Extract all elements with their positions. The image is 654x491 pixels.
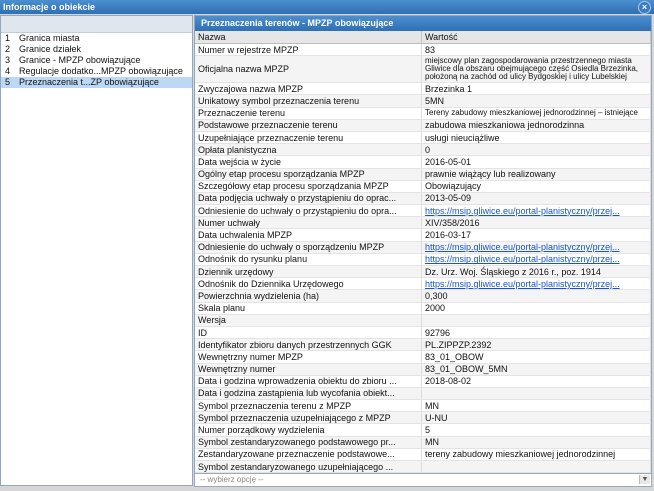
- column-header-value[interactable]: Wartość: [422, 31, 651, 44]
- attribute-name: Identyfikator zbioru danych przestrzennych GGK: [195, 339, 422, 351]
- layer-list-item-number: 3: [5, 55, 11, 65]
- table-row: [195, 351, 651, 363]
- table-row: [195, 326, 651, 338]
- attribute-value: 2018-08-02: [422, 375, 651, 387]
- attribute-name: Numer w rejestrze MPZP: [195, 44, 422, 56]
- attribute-value: 83: [422, 44, 651, 56]
- attribute-value: 2013-05-09: [422, 192, 651, 204]
- layer-list-item[interactable]: [1, 77, 192, 88]
- attribute-name: Symbol zestandaryzowanego podstawowego pr...: [195, 436, 422, 448]
- attribute-name: Podstawowe przeznaczenie terenu: [195, 119, 422, 131]
- attribute-value: Brzezinka 1: [422, 83, 651, 95]
- attribute-value-link[interactable]: https://msip.gliwice.eu/portal-planistyczny/przej...: [422, 205, 651, 217]
- attribute-value: 2000: [422, 302, 651, 314]
- table-row: [195, 314, 651, 326]
- attribute-name: Numer porządkowy wydzielenia: [195, 424, 422, 436]
- attribute-value: XIV/358/2016: [422, 217, 651, 229]
- table-row: [195, 229, 651, 241]
- layer-list-item[interactable]: [1, 55, 192, 66]
- attribute-name: Wersja: [195, 314, 422, 326]
- layer-list-item[interactable]: [1, 44, 192, 55]
- layer-list-item[interactable]: [1, 66, 192, 77]
- layer-list-item-label: Granice działek: [19, 44, 82, 54]
- attribute-name: Odniesienie do uchwały o sporządzeniu MPZP: [195, 241, 422, 253]
- attribute-name: Numer uchwały: [195, 217, 422, 229]
- attribute-value: 2016-05-01: [422, 156, 651, 168]
- attribute-name: Data i godzina wprowadzenia obiektu do zbioru ...: [195, 375, 422, 387]
- attribute-value: 0,300: [422, 290, 651, 302]
- attribute-value-link[interactable]: https://msip.gliwice.eu/portal-planistyczny/przej...: [422, 278, 651, 290]
- attribute-value: 83_01_OBOW: [422, 351, 651, 363]
- attribute-value: MN: [422, 400, 651, 412]
- chevron-down-icon[interactable]: ▼: [639, 475, 650, 484]
- attribute-value: usługi nieuciążliwe: [422, 131, 651, 143]
- attribute-value: prawnie wiążący lub realizowany: [422, 168, 651, 180]
- attribute-value: [422, 314, 651, 326]
- attribute-value: PL.ZIPPZP.2392: [422, 339, 651, 351]
- table-row: [195, 278, 651, 290]
- table-row: [195, 192, 651, 204]
- layer-list-item-number: 4: [5, 66, 11, 76]
- attribute-name: ID: [195, 326, 422, 338]
- attribute-value: U-NU: [422, 412, 651, 424]
- table-row: [195, 302, 651, 314]
- attribute-value: 0: [422, 144, 651, 156]
- attribute-value: 83_01_OBOW_5MN: [422, 363, 651, 375]
- table-row: [195, 290, 651, 302]
- scale-text: Cu:dlin:9: [2, 473, 60, 483]
- attribute-value: tereny zabudowy mieszkaniowej jednorodzinnej: [422, 448, 651, 460]
- attribute-value: zabudowa mieszkaniowa jednorodzinna: [422, 119, 651, 131]
- attribute-name: Zestandaryzowane przeznaczenie podstawowe...: [195, 448, 422, 460]
- attribute-name: Dziennik urzędowy: [195, 266, 422, 278]
- attribute-value: 92796: [422, 326, 651, 338]
- attribute-value: [422, 461, 651, 473]
- attribute-name: Przeznaczenie terenu: [195, 107, 422, 119]
- table-row: [195, 44, 651, 56]
- layer-list-item-label: Regulacje dodatko...MPZP obowiązujące: [19, 66, 183, 76]
- attribute-value: Dz. Urz. Woj. Śląskiego z 2016 r., poz. 1914: [422, 266, 651, 278]
- attribute-name: Zwyczajowa nazwa MPZP: [195, 83, 422, 95]
- select-placeholder: -- wybierz opcję --: [200, 475, 264, 484]
- table-row: [195, 253, 651, 265]
- attribute-name: Skala planu: [195, 302, 422, 314]
- attribute-value: 5: [422, 424, 651, 436]
- attribute-value: MN: [422, 436, 651, 448]
- table-row: [195, 241, 651, 253]
- layer-list-item-number: 5: [5, 77, 11, 87]
- attribute-value-link[interactable]: https://msip.gliwice.eu/portal-planistyczny/przej...: [422, 241, 651, 253]
- attribute-name: Symbol przeznaczenia terenu z MPZP: [195, 400, 422, 412]
- attribute-name: Data i godzina zastąpienia lub wycofania obiekt...: [195, 387, 422, 399]
- table-row: [195, 144, 651, 156]
- table-row: [195, 83, 651, 95]
- attribute-name: Uzupełniające przeznaczenie terenu: [195, 131, 422, 143]
- layer-list-item-label: Granica miasta: [19, 33, 80, 43]
- window-title: Informacje o obiekcie: [3, 2, 96, 12]
- table-row: [195, 131, 651, 143]
- object-info-window: [0, 14, 654, 491]
- attribute-value: 2016-03-17: [422, 229, 651, 241]
- attribute-name: Oficjalna nazwa MPZP: [195, 56, 422, 83]
- layer-list-item[interactable]: [1, 33, 192, 44]
- layer-list-item-number: 2: [5, 44, 11, 54]
- table-row: [195, 156, 651, 168]
- panel-title: Przeznaczenia terenów - MPZP obowiązujące: [195, 16, 651, 31]
- attribute-value: miejscowy plan zagospodarowania przestrzennego miasta Gliwice dla obszaru obejmującego część Osiedla Brzezinka, położoną na zachód od ulicy Bydgoskiej i ulicy Lubelskiej: [422, 56, 651, 83]
- table-row: [195, 107, 651, 119]
- close-icon[interactable]: ×: [638, 1, 651, 14]
- attribute-name: Unikatowy symbol przeznaczenia terenu: [195, 95, 422, 107]
- attribute-name: Ogólny etap procesu sporządzania MPZP: [195, 168, 422, 180]
- table-row: [195, 168, 651, 180]
- layer-list-header: [1, 16, 192, 33]
- attribute-name: Symbol przeznaczenia uzupełniającego z MPZP: [195, 412, 422, 424]
- table-row: [195, 412, 651, 424]
- attributes-table: [195, 31, 651, 475]
- layer-list: [0, 15, 193, 486]
- table-row: [195, 448, 651, 460]
- table-row: [195, 266, 651, 278]
- option-select[interactable]: [194, 473, 652, 487]
- attribute-name: Odnośnik do rysunku planu: [195, 253, 422, 265]
- table-row: [195, 56, 651, 83]
- attribute-value: 5MN: [422, 95, 651, 107]
- attribute-value: Obowiązujący: [422, 180, 651, 192]
- attribute-name: Odnośnik do Dziennika Urzędowego: [195, 278, 422, 290]
- table-row: [195, 180, 651, 192]
- attribute-name: Odniesienie do uchwały o przystąpieniu do opra...: [195, 205, 422, 217]
- layer-list-item-number: 1: [5, 33, 11, 43]
- table-row: [195, 205, 651, 217]
- layer-list-item-label: Przeznaczenia t...ZP obowiązujące: [19, 77, 159, 87]
- attribute-value: Tereny zabudowy mieszkaniowej jednorodzinnej – istniejące: [422, 107, 651, 119]
- attribute-name: Symbol zestandaryzowanego uzupełniającego ...: [195, 461, 422, 473]
- table-row: [195, 217, 651, 229]
- attribute-value: [422, 387, 651, 399]
- attribute-name: Opłata planistyczna: [195, 144, 422, 156]
- table-row: [195, 95, 651, 107]
- attribute-name: Data uchwalenia MPZP: [195, 229, 422, 241]
- layer-list-item-label: Granice - MPZP obowiązujące: [19, 55, 141, 65]
- table-row: [195, 375, 651, 387]
- attribute-name: Data wejścia w życie: [195, 156, 422, 168]
- table-row: [195, 119, 651, 131]
- table-row: [195, 461, 651, 473]
- attribute-name: Wewnętrzny numer MPZP: [195, 351, 422, 363]
- window-titlebar: [0, 0, 654, 14]
- attribute-name: Data podjęcia uchwały o przystąpieniu do oprac...: [195, 192, 422, 204]
- table-row: [195, 424, 651, 436]
- attribute-value-link[interactable]: https://msip.gliwice.eu/portal-planistyczny/przej...: [422, 253, 651, 265]
- table-row: [195, 436, 651, 448]
- attribute-name: Wewnętrzny numer: [195, 363, 422, 375]
- table-row: [195, 363, 651, 375]
- table-row: [195, 387, 651, 399]
- attribute-name: Szczegółowy etap procesu sporządzania MPZP: [195, 180, 422, 192]
- table-row: [195, 400, 651, 412]
- attributes-panel: [194, 15, 652, 475]
- attribute-name: Powierzchnia wydzielenia (ha): [195, 290, 422, 302]
- table-row: [195, 339, 651, 351]
- column-header-name[interactable]: Nazwa: [195, 31, 422, 44]
